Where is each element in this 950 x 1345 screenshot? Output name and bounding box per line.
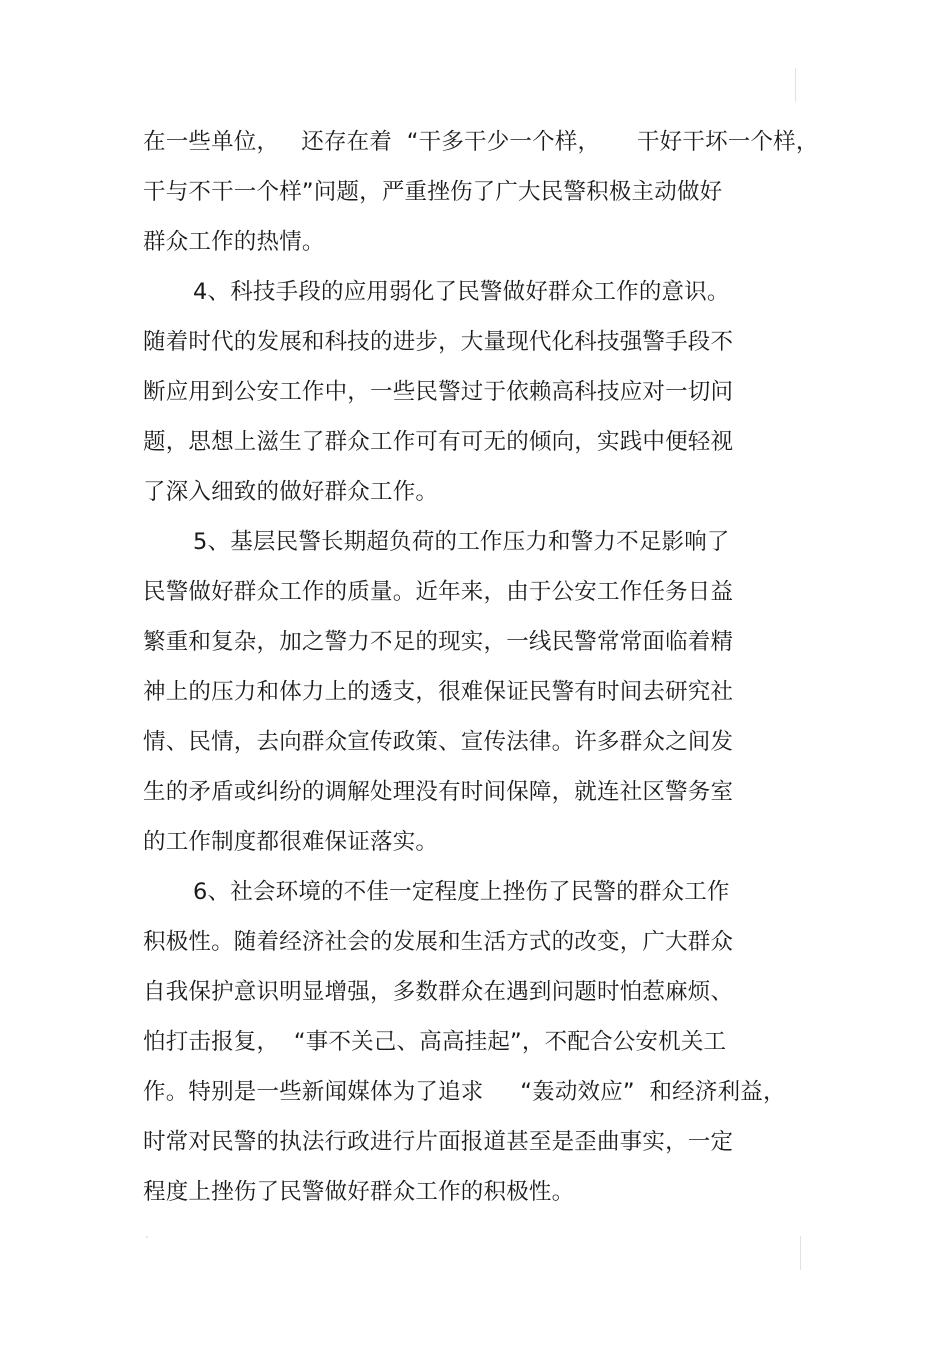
paragraph-heading-4: 4、科技手段的应用弱化了民警做好群众工作的意识。 [193, 279, 730, 305]
text-line: 程度上挫伤了民警做好群众工作的积极性。 [143, 1179, 575, 1205]
text-line: 情、民情，去向群众宣传政策、宣传法律。许多群众之间发 [143, 729, 734, 755]
text-line: 群众工作的热情。 [143, 229, 325, 255]
text-line: 时常对民警的执法行政进行片面报道甚至是歪曲事实，一定 [143, 1129, 734, 1155]
text-line: 断应用到公安工作中，一些民警过于依赖高科技应对一切问 [143, 379, 734, 405]
text-line: 民警做好群众工作的质量。近年来，由于公安工作任务日益 [143, 579, 734, 605]
text-line: 作。特别是一些新闻媒体为了追求 “轰动效应” 和经济利益， [143, 1079, 786, 1105]
paragraph-heading-6: 6、社会环境的不佳一定程度上挫伤了民警的群众工作 [193, 879, 730, 905]
page-corner-mark [146, 1236, 148, 1238]
text-line: 题，思想上滋生了群众工作可有可无的倾向，实践中便轻视 [143, 429, 734, 455]
text-line: 干与不干一个样”问题，严重挫伤了广大民警积极主动做好 [143, 179, 723, 205]
page-margin-mark-bottom [800, 1236, 801, 1270]
text-line: 生的矛盾或纠纷的调解处理没有时间保障，就连社区警务室 [143, 779, 734, 805]
page-margin-mark-top [795, 68, 796, 102]
text-line: 怕打击报复， “事不关己、高高挂起”，不配合公安机关工 [143, 1029, 727, 1055]
text-line: 在一些单位， 还存在着 “干多干少一个样， 干好干坏一个样， [143, 129, 819, 155]
text-line: 的工作制度都很难保证落实。 [143, 829, 439, 855]
text-line: 繁重和复杂，加之警力不足的现实，一线民警常常面临着精 [143, 629, 734, 655]
text-line: 随着时代的发展和科技的进步，大量现代化科技强警手段不 [143, 329, 734, 355]
paragraph-heading-5: 5、基层民警长期超负荷的工作压力和警力不足影响了 [193, 529, 730, 555]
text-line: 积极性。随着经济社会的发展和生活方式的改变，广大群众 [143, 929, 734, 955]
text-line: 神上的压力和体力上的透支，很难保证民警有时间去研究社 [143, 679, 734, 705]
text-line: 自我保护意识明显增强，多数群众在遇到问题时怕惹麻烦、 [143, 979, 734, 1005]
text-line: 了深入细致的做好群众工作。 [143, 479, 439, 505]
